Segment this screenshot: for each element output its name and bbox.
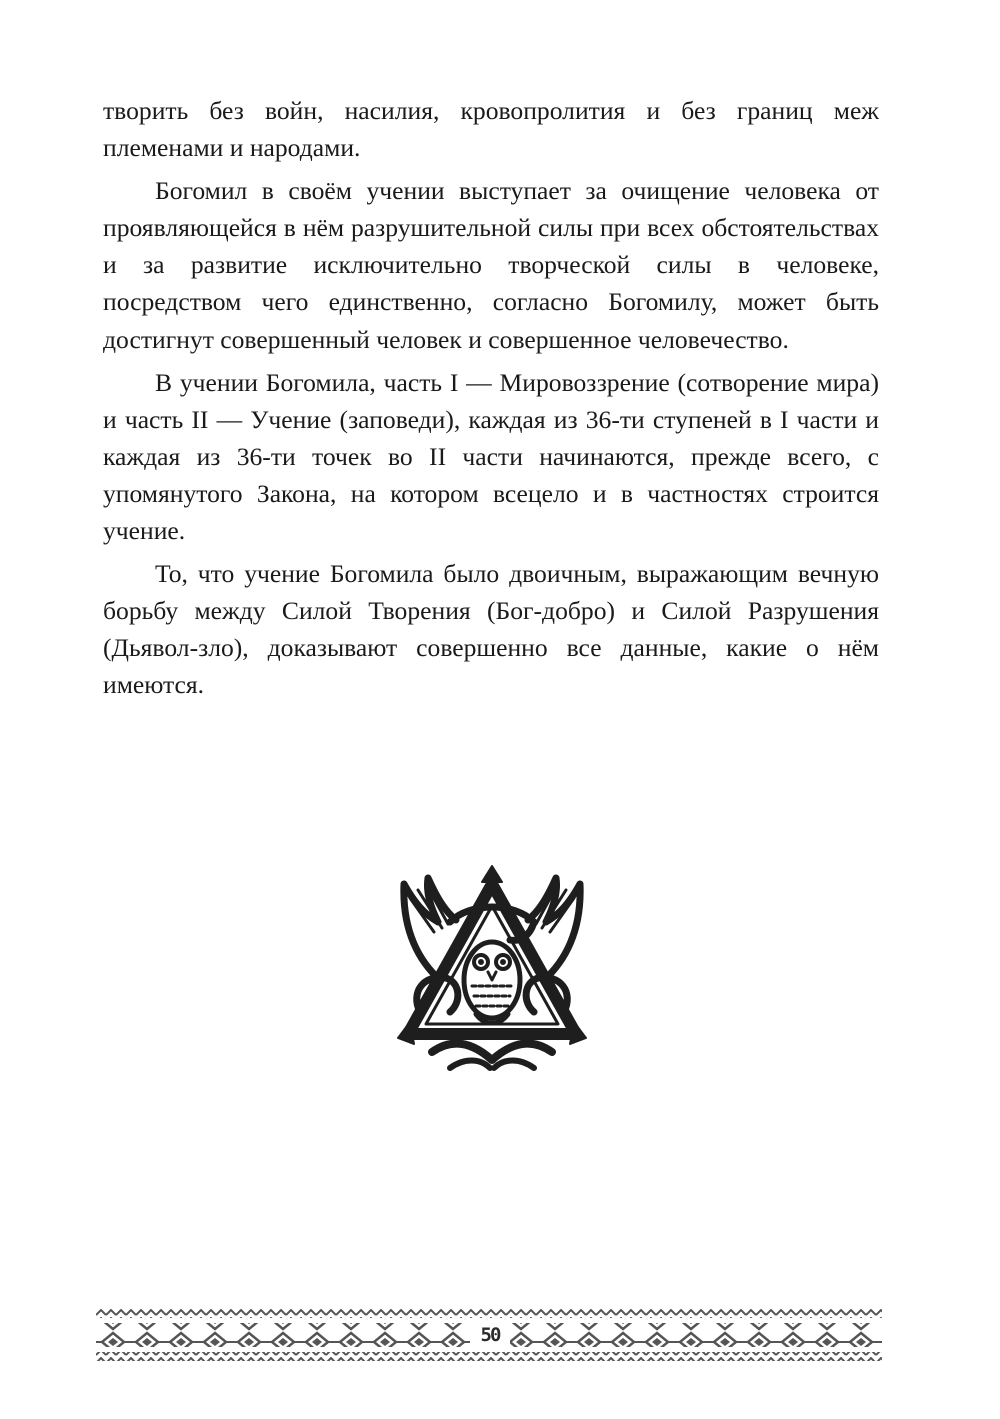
paragraph-4: То, что учение Богомила было двоичным, выражающим вечную борьбу между Силой Творения (Бог-добро) и Силой Разрушения (Дьявол-зло), доказывают совершенно все данные, какие о нём имеются. bbox=[103, 559, 879, 700]
body-text bbox=[103, 92, 879, 710]
paragraph-1: творить без войн, насилия, кровопролития и без границ меж племенами и народами. bbox=[103, 96, 879, 163]
page-number: 50 bbox=[470, 1320, 510, 1350]
winged-owl-triangle-emblem-icon bbox=[380, 862, 604, 1088]
paragraph-3: В учении Богомила, часть I — Мировоззрение (сотворение мира) и часть II — Учение (заповеди), каждая из 36-ти ступеней в I части и каждая из 36-ти точек во II части начинаются, прежде всего, с упомянутого Закона, на котором всецело и в частностях строится учение. bbox=[103, 367, 879, 546]
paragraph-2: Богомил в своём учении выступает за очищение человека от проявляющейся в нём разрушительной силы при всех обстоятельствах и за развитие исключительно творческой силы в человеке, посредством чего единственно, согласно Богомилу, может быть достигнут совершенный человек и совершенное человечество. bbox=[103, 176, 879, 354]
